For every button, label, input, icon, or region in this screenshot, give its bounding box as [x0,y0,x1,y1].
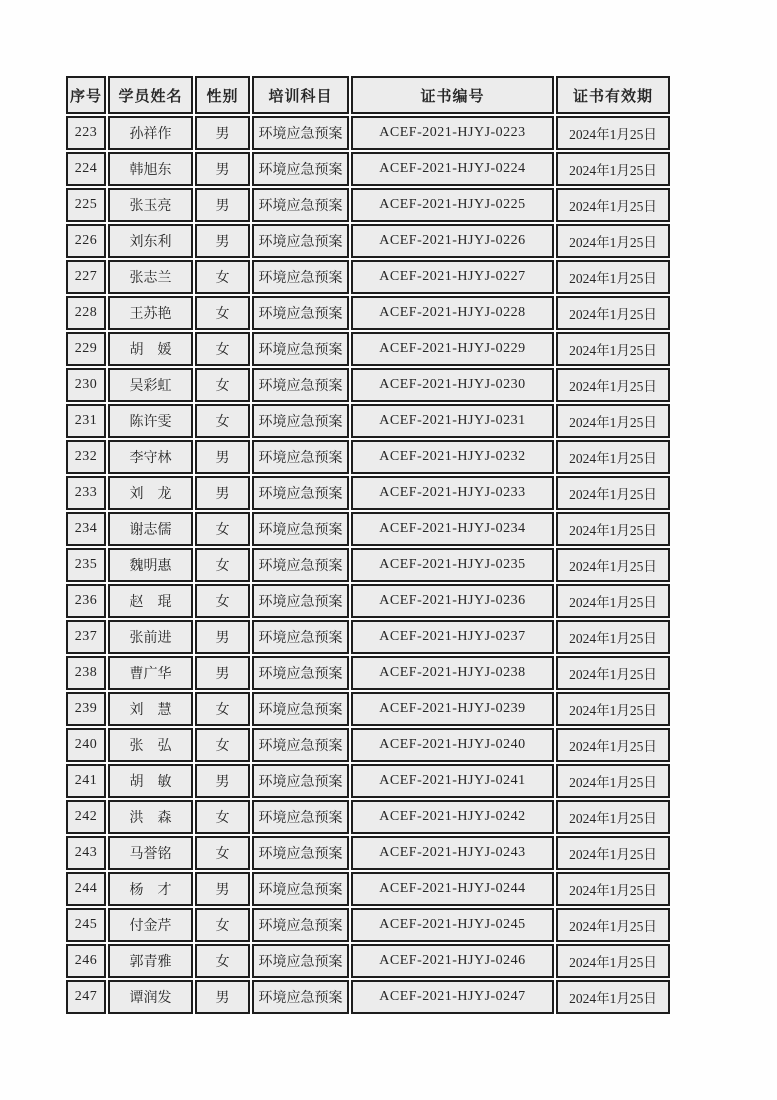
cell-gender: 女 [195,404,250,438]
cell-subject: 环境应急预案 [252,692,349,726]
table-row [66,224,670,258]
cell-gender: 男 [195,656,250,690]
cell-serial: 225 [66,188,106,222]
cell-subject: 环境应急预案 [252,584,349,618]
cell-valid-date: 2024年1月25日 [556,980,670,1014]
cell-cert-number: ACEF-2021-HJYJ-0239 [351,692,554,726]
cell-cert-number: ACEF-2021-HJYJ-0223 [351,116,554,150]
cell-serial: 243 [66,836,106,870]
cell-name: 胡 敏 [108,764,193,798]
cell-valid-date: 2024年1月25日 [556,836,670,870]
cell-subject: 环境应急预案 [252,404,349,438]
cell-subject: 环境应急预案 [252,440,349,474]
cell-subject: 环境应急预案 [252,296,349,330]
table-row [66,440,670,474]
cell-name: 张志兰 [108,260,193,294]
cell-gender: 女 [195,512,250,546]
cell-cert-number: ACEF-2021-HJYJ-0242 [351,800,554,834]
table-row [66,476,670,510]
cell-gender: 男 [195,764,250,798]
table-row [66,296,670,330]
cell-serial: 245 [66,908,106,942]
cell-cert-number: ACEF-2021-HJYJ-0240 [351,728,554,762]
cell-serial: 229 [66,332,106,366]
column-header-subject: 培训科目 [252,76,349,114]
cell-subject: 环境应急预案 [252,980,349,1014]
cell-name: 郭青雅 [108,944,193,978]
cell-cert-number: ACEF-2021-HJYJ-0229 [351,332,554,366]
cell-serial: 236 [66,584,106,618]
cell-valid-date: 2024年1月25日 [556,728,670,762]
cell-subject: 环境应急预案 [252,368,349,402]
table-row [66,728,670,762]
cell-name: 刘 慧 [108,692,193,726]
table-row [66,116,670,150]
cell-name: 韩旭东 [108,152,193,186]
cell-gender: 女 [195,332,250,366]
cell-serial: 234 [66,512,106,546]
cell-valid-date: 2024年1月25日 [556,584,670,618]
cell-cert-number: ACEF-2021-HJYJ-0228 [351,296,554,330]
cell-serial: 228 [66,296,106,330]
cell-name: 谢志儒 [108,512,193,546]
cell-valid-date: 2024年1月25日 [556,944,670,978]
cell-valid-date: 2024年1月25日 [556,224,670,258]
cell-serial: 239 [66,692,106,726]
cell-cert-number: ACEF-2021-HJYJ-0238 [351,656,554,690]
cell-gender: 女 [195,260,250,294]
cell-cert-number: ACEF-2021-HJYJ-0237 [351,620,554,654]
cell-subject: 环境应急预案 [252,908,349,942]
cell-subject: 环境应急预案 [252,656,349,690]
cell-cert-number: ACEF-2021-HJYJ-0244 [351,872,554,906]
cell-cert-number: ACEF-2021-HJYJ-0226 [351,224,554,258]
cell-serial: 233 [66,476,106,510]
table-row [66,836,670,870]
cell-cert-number: ACEF-2021-HJYJ-0246 [351,944,554,978]
table-row [66,188,670,222]
cell-valid-date: 2024年1月25日 [556,908,670,942]
cell-serial: 227 [66,260,106,294]
cell-valid-date: 2024年1月25日 [556,332,670,366]
column-header-gender: 性别 [195,76,250,114]
cell-gender: 男 [195,224,250,258]
cell-name: 刘东利 [108,224,193,258]
cell-valid-date: 2024年1月25日 [556,152,670,186]
cell-cert-number: ACEF-2021-HJYJ-0235 [351,548,554,582]
cell-subject: 环境应急预案 [252,260,349,294]
cell-name: 张 弘 [108,728,193,762]
cell-serial: 242 [66,800,106,834]
cell-valid-date: 2024年1月25日 [556,368,670,402]
cell-gender: 女 [195,296,250,330]
cell-cert-number: ACEF-2021-HJYJ-0230 [351,368,554,402]
cell-subject: 环境应急预案 [252,332,349,366]
cell-cert-number: ACEF-2021-HJYJ-0233 [351,476,554,510]
cell-subject: 环境应急预案 [252,728,349,762]
cell-name: 赵 琨 [108,584,193,618]
cell-cert-number: ACEF-2021-HJYJ-0225 [351,188,554,222]
cell-subject: 环境应急预案 [252,116,349,150]
cell-name: 李守林 [108,440,193,474]
cell-valid-date: 2024年1月25日 [556,260,670,294]
cell-cert-number: ACEF-2021-HJYJ-0234 [351,512,554,546]
table-row [66,512,670,546]
table-row [66,800,670,834]
cell-serial: 231 [66,404,106,438]
cell-subject: 环境应急预案 [252,872,349,906]
cell-name: 刘 龙 [108,476,193,510]
cell-valid-date: 2024年1月25日 [556,188,670,222]
column-header-cert-no: 证书编号 [351,76,554,114]
cell-cert-number: ACEF-2021-HJYJ-0224 [351,152,554,186]
table-row [66,332,670,366]
cell-subject: 环境应急预案 [252,548,349,582]
cell-serial: 237 [66,620,106,654]
cell-serial: 240 [66,728,106,762]
table-row [66,944,670,978]
cell-name: 谭润发 [108,980,193,1014]
cell-subject: 环境应急预案 [252,764,349,798]
table-row [66,404,670,438]
cell-valid-date: 2024年1月25日 [556,512,670,546]
table-row [66,764,670,798]
cell-gender: 女 [195,800,250,834]
cell-valid-date: 2024年1月25日 [556,404,670,438]
cell-subject: 环境应急预案 [252,620,349,654]
cell-name: 付金芹 [108,908,193,942]
cell-valid-date: 2024年1月25日 [556,116,670,150]
cell-valid-date: 2024年1月25日 [556,656,670,690]
cell-serial: 246 [66,944,106,978]
cell-valid-date: 2024年1月25日 [556,764,670,798]
cell-name: 张前进 [108,620,193,654]
cell-gender: 女 [195,908,250,942]
cell-serial: 223 [66,116,106,150]
cell-gender: 女 [195,692,250,726]
table-row [66,980,670,1014]
cell-gender: 女 [195,368,250,402]
cell-name: 洪 森 [108,800,193,834]
cell-gender: 女 [195,548,250,582]
cell-serial: 238 [66,656,106,690]
table-row [66,908,670,942]
table-header-row [66,76,670,114]
cell-valid-date: 2024年1月25日 [556,620,670,654]
cell-subject: 环境应急预案 [252,800,349,834]
cell-cert-number: ACEF-2021-HJYJ-0231 [351,404,554,438]
cell-cert-number: ACEF-2021-HJYJ-0241 [351,764,554,798]
cell-gender: 女 [195,584,250,618]
cell-subject: 环境应急预案 [252,512,349,546]
cell-serial: 230 [66,368,106,402]
table-row [66,692,670,726]
cell-serial: 247 [66,980,106,1014]
column-header-valid-date: 证书有效期 [556,76,670,114]
cell-gender: 男 [195,980,250,1014]
cell-cert-number: ACEF-2021-HJYJ-0243 [351,836,554,870]
cell-name: 胡 媛 [108,332,193,366]
cell-gender: 男 [195,872,250,906]
cell-subject: 环境应急预案 [252,476,349,510]
cell-subject: 环境应急预案 [252,836,349,870]
cell-name: 王苏艳 [108,296,193,330]
cell-gender: 女 [195,728,250,762]
cell-name: 马誉铭 [108,836,193,870]
certificate-table [64,74,672,1016]
cell-valid-date: 2024年1月25日 [556,476,670,510]
cell-serial: 244 [66,872,106,906]
table-row [66,368,670,402]
cell-gender: 男 [195,476,250,510]
cell-gender: 男 [195,116,250,150]
cell-serial: 224 [66,152,106,186]
cell-name: 吴彩虹 [108,368,193,402]
table-row [66,548,670,582]
cell-gender: 男 [195,152,250,186]
cell-subject: 环境应急预案 [252,188,349,222]
cell-name: 杨 才 [108,872,193,906]
cell-serial: 235 [66,548,106,582]
cell-name: 曹广华 [108,656,193,690]
column-header-serial: 序号 [66,76,106,114]
cell-name: 孙祥作 [108,116,193,150]
cell-cert-number: ACEF-2021-HJYJ-0227 [351,260,554,294]
cell-gender: 男 [195,620,250,654]
table-row [66,656,670,690]
table-row [66,620,670,654]
cell-serial: 226 [66,224,106,258]
table-row [66,260,670,294]
cell-valid-date: 2024年1月25日 [556,692,670,726]
cell-serial: 241 [66,764,106,798]
cell-cert-number: ACEF-2021-HJYJ-0247 [351,980,554,1014]
cell-name: 张玉亮 [108,188,193,222]
cell-valid-date: 2024年1月25日 [556,872,670,906]
cell-gender: 女 [195,944,250,978]
cell-name: 陈许雯 [108,404,193,438]
cell-serial: 232 [66,440,106,474]
table-row [66,152,670,186]
cell-gender: 女 [195,836,250,870]
cell-valid-date: 2024年1月25日 [556,548,670,582]
table-row [66,584,670,618]
cell-gender: 男 [195,188,250,222]
cell-cert-number: ACEF-2021-HJYJ-0236 [351,584,554,618]
cell-cert-number: ACEF-2021-HJYJ-0245 [351,908,554,942]
cell-valid-date: 2024年1月25日 [556,440,670,474]
cell-valid-date: 2024年1月25日 [556,800,670,834]
cell-gender: 男 [195,440,250,474]
table-row [66,872,670,906]
cell-valid-date: 2024年1月25日 [556,296,670,330]
cell-cert-number: ACEF-2021-HJYJ-0232 [351,440,554,474]
cell-subject: 环境应急预案 [252,152,349,186]
cell-subject: 环境应急预案 [252,224,349,258]
cell-subject: 环境应急预案 [252,944,349,978]
cell-name: 魏明惠 [108,548,193,582]
column-header-name: 学员姓名 [108,76,193,114]
